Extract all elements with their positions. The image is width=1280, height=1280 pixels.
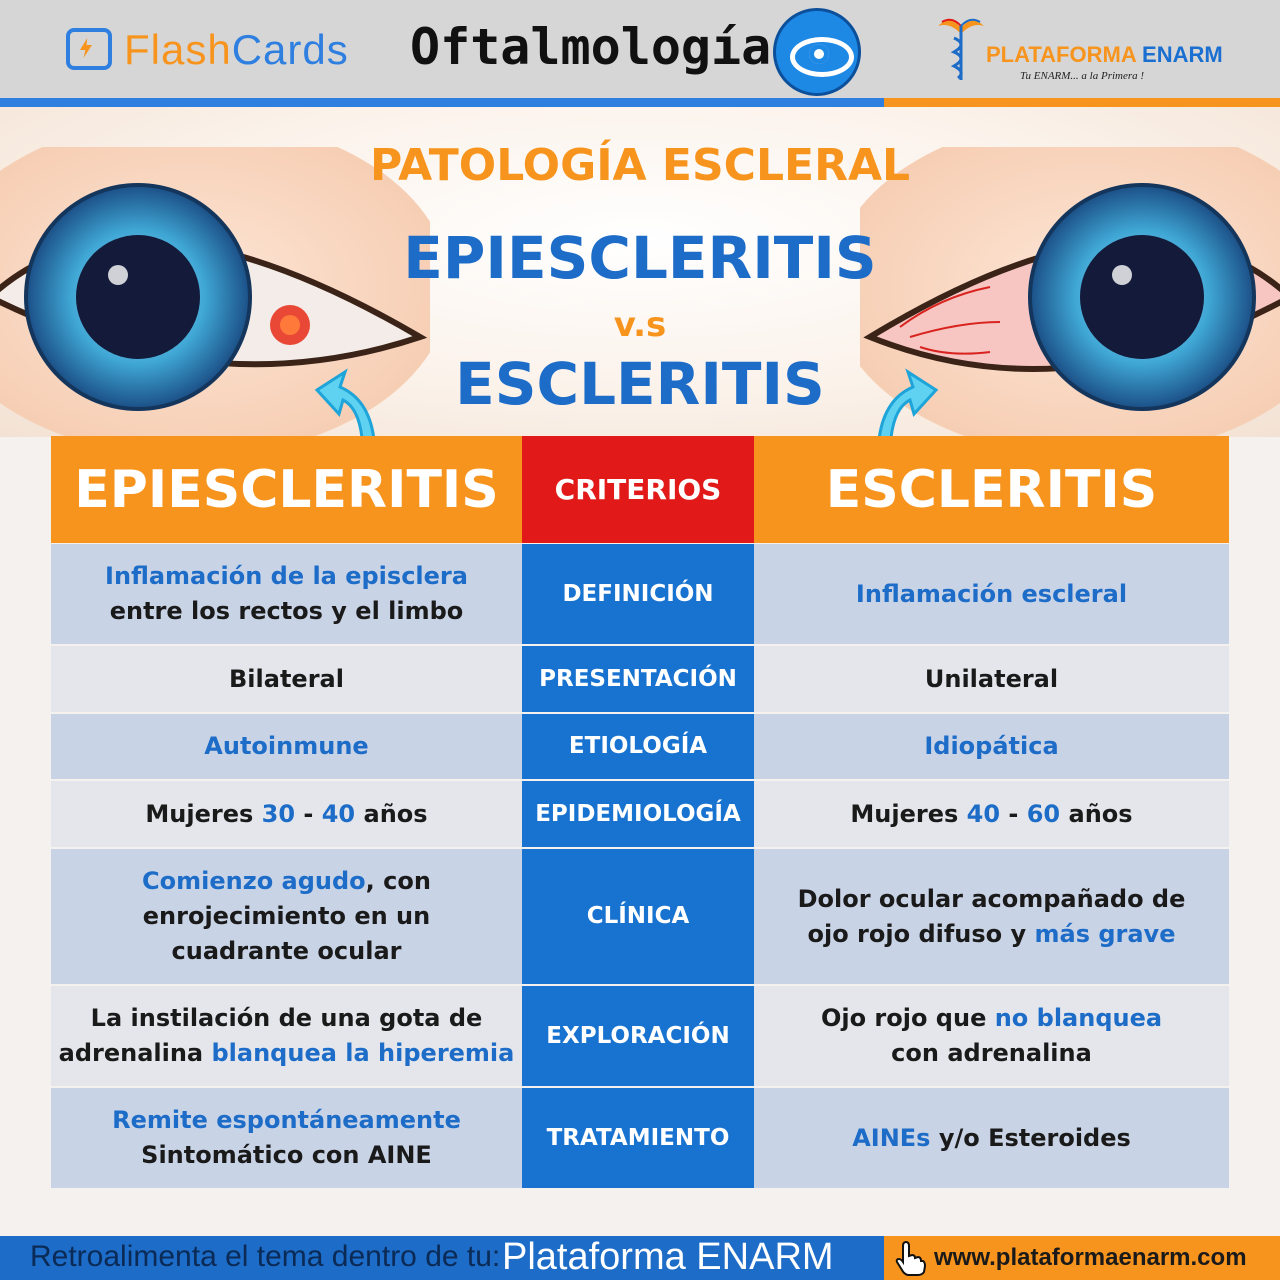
right-cell: Ojo rojo que no blanquea con adrenalina [754,986,1229,1086]
caduceus-logo-icon [936,12,986,82]
criterion-cell: PRESENTACIÓN [522,646,754,712]
subject-title: Oftalmología [410,18,772,76]
right-cell: AINEs y/o Esteroides [754,1088,1229,1188]
pointer-hand-icon [894,1240,926,1276]
footer-prompt: Retroalimenta el tema dentro de tu: [30,1240,501,1273]
table-row [51,1088,1229,1188]
footer [0,1236,1280,1280]
table-row [51,986,1229,1086]
flashcards-logo-icon [66,28,112,70]
flashcards-wordmark: FlashCards [124,26,349,73]
footer-left-band [0,1236,884,1280]
right-cell: Dolor ocular acompañado de ojo rojo difuso y más grave [754,849,1229,984]
left-cell: Inflamación de la episclera entre los rectos y el limbo [51,544,522,644]
criterion-cell: DEFINICIÓN [522,544,754,644]
table-row [51,849,1229,984]
column-header-criterios: CRITERIOS [522,436,754,543]
criterion-cell: TRATAMIENTO [522,1088,754,1188]
header-accent-blue [0,98,884,107]
right-cell: Unilateral [754,646,1229,712]
right-cell: Mujeres 40 - 60 años [754,781,1229,847]
column-header-escleritis: ESCLERITIS [754,436,1229,543]
criterion-cell: EXPLORACIÓN [522,986,754,1086]
table-row [51,646,1229,712]
left-cell: Mujeres 30 - 40 años [51,781,522,847]
eye-icon [773,8,861,96]
footer-brand: Plataforma ENARM [502,1236,834,1278]
left-cell: Remite espontáneamente Sintomático con AINE [51,1088,522,1188]
left-cell: Autoinmune [51,714,522,779]
footer-right-band [884,1236,1280,1280]
column-header-epiescleritis: EPIESCLERITIS [51,436,522,543]
left-cell: Comienzo agudo, con enrojecimiento en un cuadrante ocular [51,849,522,984]
table-row [51,781,1229,847]
left-cell: Bilateral [51,646,522,712]
topic-title: PATOLOGÍA ESCLERAL [369,140,911,191]
versus-label: v.s [613,305,667,345]
header [0,0,1280,98]
table-row [51,544,1229,644]
criterion-cell: EPIDEMIOLOGÍA [522,781,754,847]
comparison-term-right: ESCLERITIS [455,350,825,418]
comparison-term-left: EPIESCLERITIS [403,224,877,292]
criterion-cell: ETIOLOGÍA [522,714,754,779]
header-accent-orange [884,98,1280,107]
plataforma-enarm-logo: PLATAFORMA ENARM [986,42,1223,67]
right-cell: Inflamación escleral [754,544,1229,644]
left-cell: La instilación de una gota de adrenalina blanquea la hiperemia [51,986,522,1086]
tagline: Tu ENARM... a la Primera ! [1020,70,1145,82]
right-cell: Idiopática [754,714,1229,779]
table-row [51,714,1229,779]
website-link[interactable]: www.plataformaenarm.com [934,1244,1247,1271]
criterion-cell: CLÍNICA [522,849,754,984]
